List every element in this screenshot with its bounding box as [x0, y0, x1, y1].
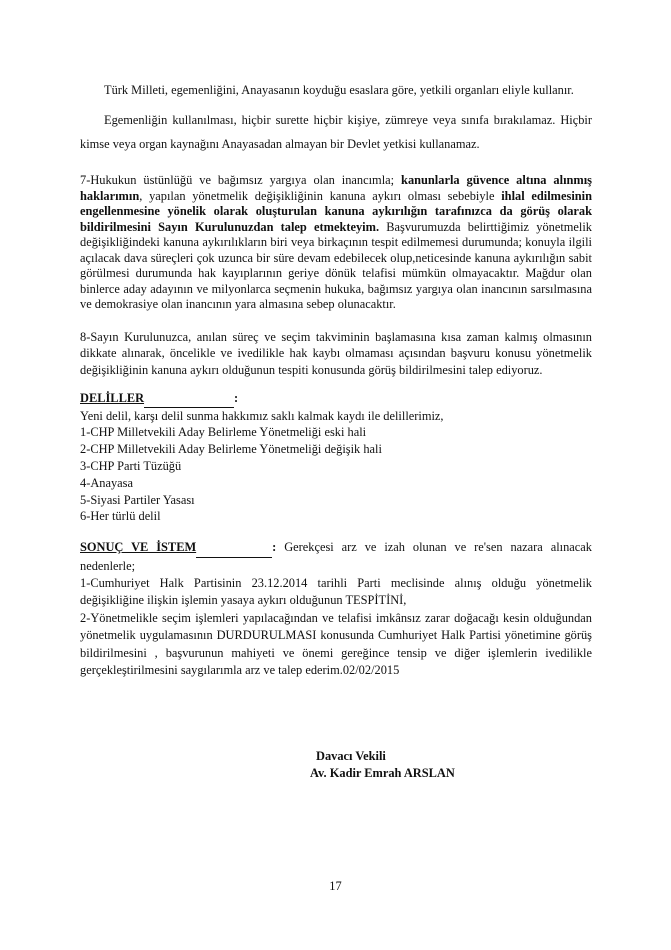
signature-block [310, 748, 510, 782]
section-8-paragraph: 8-Sayın Kurulunuzca, anılan süreç ve seçim takviminin başlamasına kısa zaman kalmış olmasının dikkate alınarak, öncelikle ve ivedilikle hak kaybı olmaması açısından başvuru konusu yönetmelik değişikliğinin kanuna aykırı olduğunun tespiti konusunda görüş bildirilmesini talep ediyoruz. [80, 329, 592, 377]
document-page [80, 78, 592, 680]
deliller-item-5: 5-Siyasi Partiler Yasası [80, 492, 195, 507]
deliller-item-6: 6-Her türlü delil [80, 509, 161, 524]
section-7-text-a: 7-Hukukun üstünlüğü ve bağımsız yargıya olan inancımla; [80, 173, 402, 187]
deliller-heading [80, 390, 592, 408]
sonuc-underline [196, 539, 272, 557]
signature-title: Davacı Vekili [316, 749, 386, 763]
signature-name: Av. Kadir Emrah ARSLAN [310, 766, 455, 780]
deliller-item-2: 2-CHP Milletvekili Aday Belirleme Yönetmeliği değişik hali [80, 442, 382, 457]
sonuc-item-2: 2-Yönetmelikle seçim işlemleri yapılacağından ve telafisi imkânsız zarar doğacağı kesin olduğundan yönetmelik uygulamasının DURDURULMASI konusunda Cumhuriyet Halk Partisi yönetimine görüş bildirilmesini , başvurunun mahiyeti ve önemi gereğince tensip ve diğer işlemlerin ivedilikle gerçekleştirilmesini saygılarımla arz ve talep ederim.02/02/2015 [80, 610, 592, 678]
deliller-section [80, 390, 592, 525]
deliller-underline [144, 390, 234, 408]
sonuc-intro-text: Gerekçesi arz ve izah olunan ve re'sen nazara alınacak nedenlerle; [80, 540, 592, 573]
deliller-colon: : [234, 391, 239, 406]
sonuc-title: SONUÇ VE İSTEM [80, 540, 197, 555]
sonuc-item-1: 1-Cumhuriyet Halk Partisinin 23.12.2014 tarihli Parti meclisinde alınış olduğu yönetmelik değişikliğine ilişkin işlemin yasaya aykırı olduğunun TESPİTİNİ, [80, 576, 592, 608]
section-7-text-d: ihlal edilmesinin engellenmesine yönelik olarak oluşturulan kanuna aykırılığın tarafınızca da görüş olarak bildirilmesini Sayın Kurulunuzdan talep etmekteyim. [80, 188, 592, 234]
page-number: 17 [329, 879, 342, 893]
deliller-item-1: 1-CHP Milletvekili Aday Belirleme Yönetmeliği eski hali [80, 425, 367, 440]
section-7-text-e: Başvurumuzda belirttiğimiz yönetmelik değişikliğindeki kanuna aykırılıkların biri veya birkaçının tespit edilmemesi durumunda; konuyla ilgili açılacak dava süreçleri çok uzunca bir süre devam edebilecek olup,neticesinde kanuna aykırılığın sabit görülmesi durumunda hak kayıplarının geriye dönük telafisi mümkün olmayacaktır. Mağdur olan binlerce aday adayının ve milyonlarca seçmenin hukuka, bağımsız yargıya olan inancının sarsılmasına ve demokrasiye olan inancının yara almasına sebep olunacaktır. [80, 219, 592, 311]
deliller-list [80, 424, 592, 525]
intro-paragraph-1: Türk Milleti, egemenliğini, Anayasanın koyduğu esaslara göre, yetkili organları eliyle kullanır. [104, 83, 574, 97]
section-7-text-c: , yapılan yönetmelik değişikliğinin kanuna aykırı olması sebebiyle [139, 188, 502, 203]
deliller-item-3: 3-CHP Parti Tüzüğü [80, 459, 182, 474]
intro-paragraph-2: Egemenliğin kullanılması, hiçbir surette hiçbir kişiye, zümreye veya sınıfa bırakılamaz. Hiçbir kimse veya organ kaynağını Anayasadan almayan bir Devlet yetkisi kullanamaz. [80, 113, 592, 151]
deliller-intro: Yeni delil, karşı delil sunma hakkımız saklı kalmak kaydı ile delillerimiz, [80, 408, 444, 423]
deliller-item-4: 4-Anayasa [80, 475, 133, 490]
section-7-text-b: kanunlarla güvence altına alınmış haklarımın [80, 173, 592, 203]
sonuc-section [80, 539, 592, 679]
section-7-paragraph [80, 173, 592, 313]
sonuc-colon: : [272, 540, 277, 555]
deliller-title: DELİLLER [80, 391, 145, 406]
sonuc-intro-paragraph [80, 539, 592, 575]
